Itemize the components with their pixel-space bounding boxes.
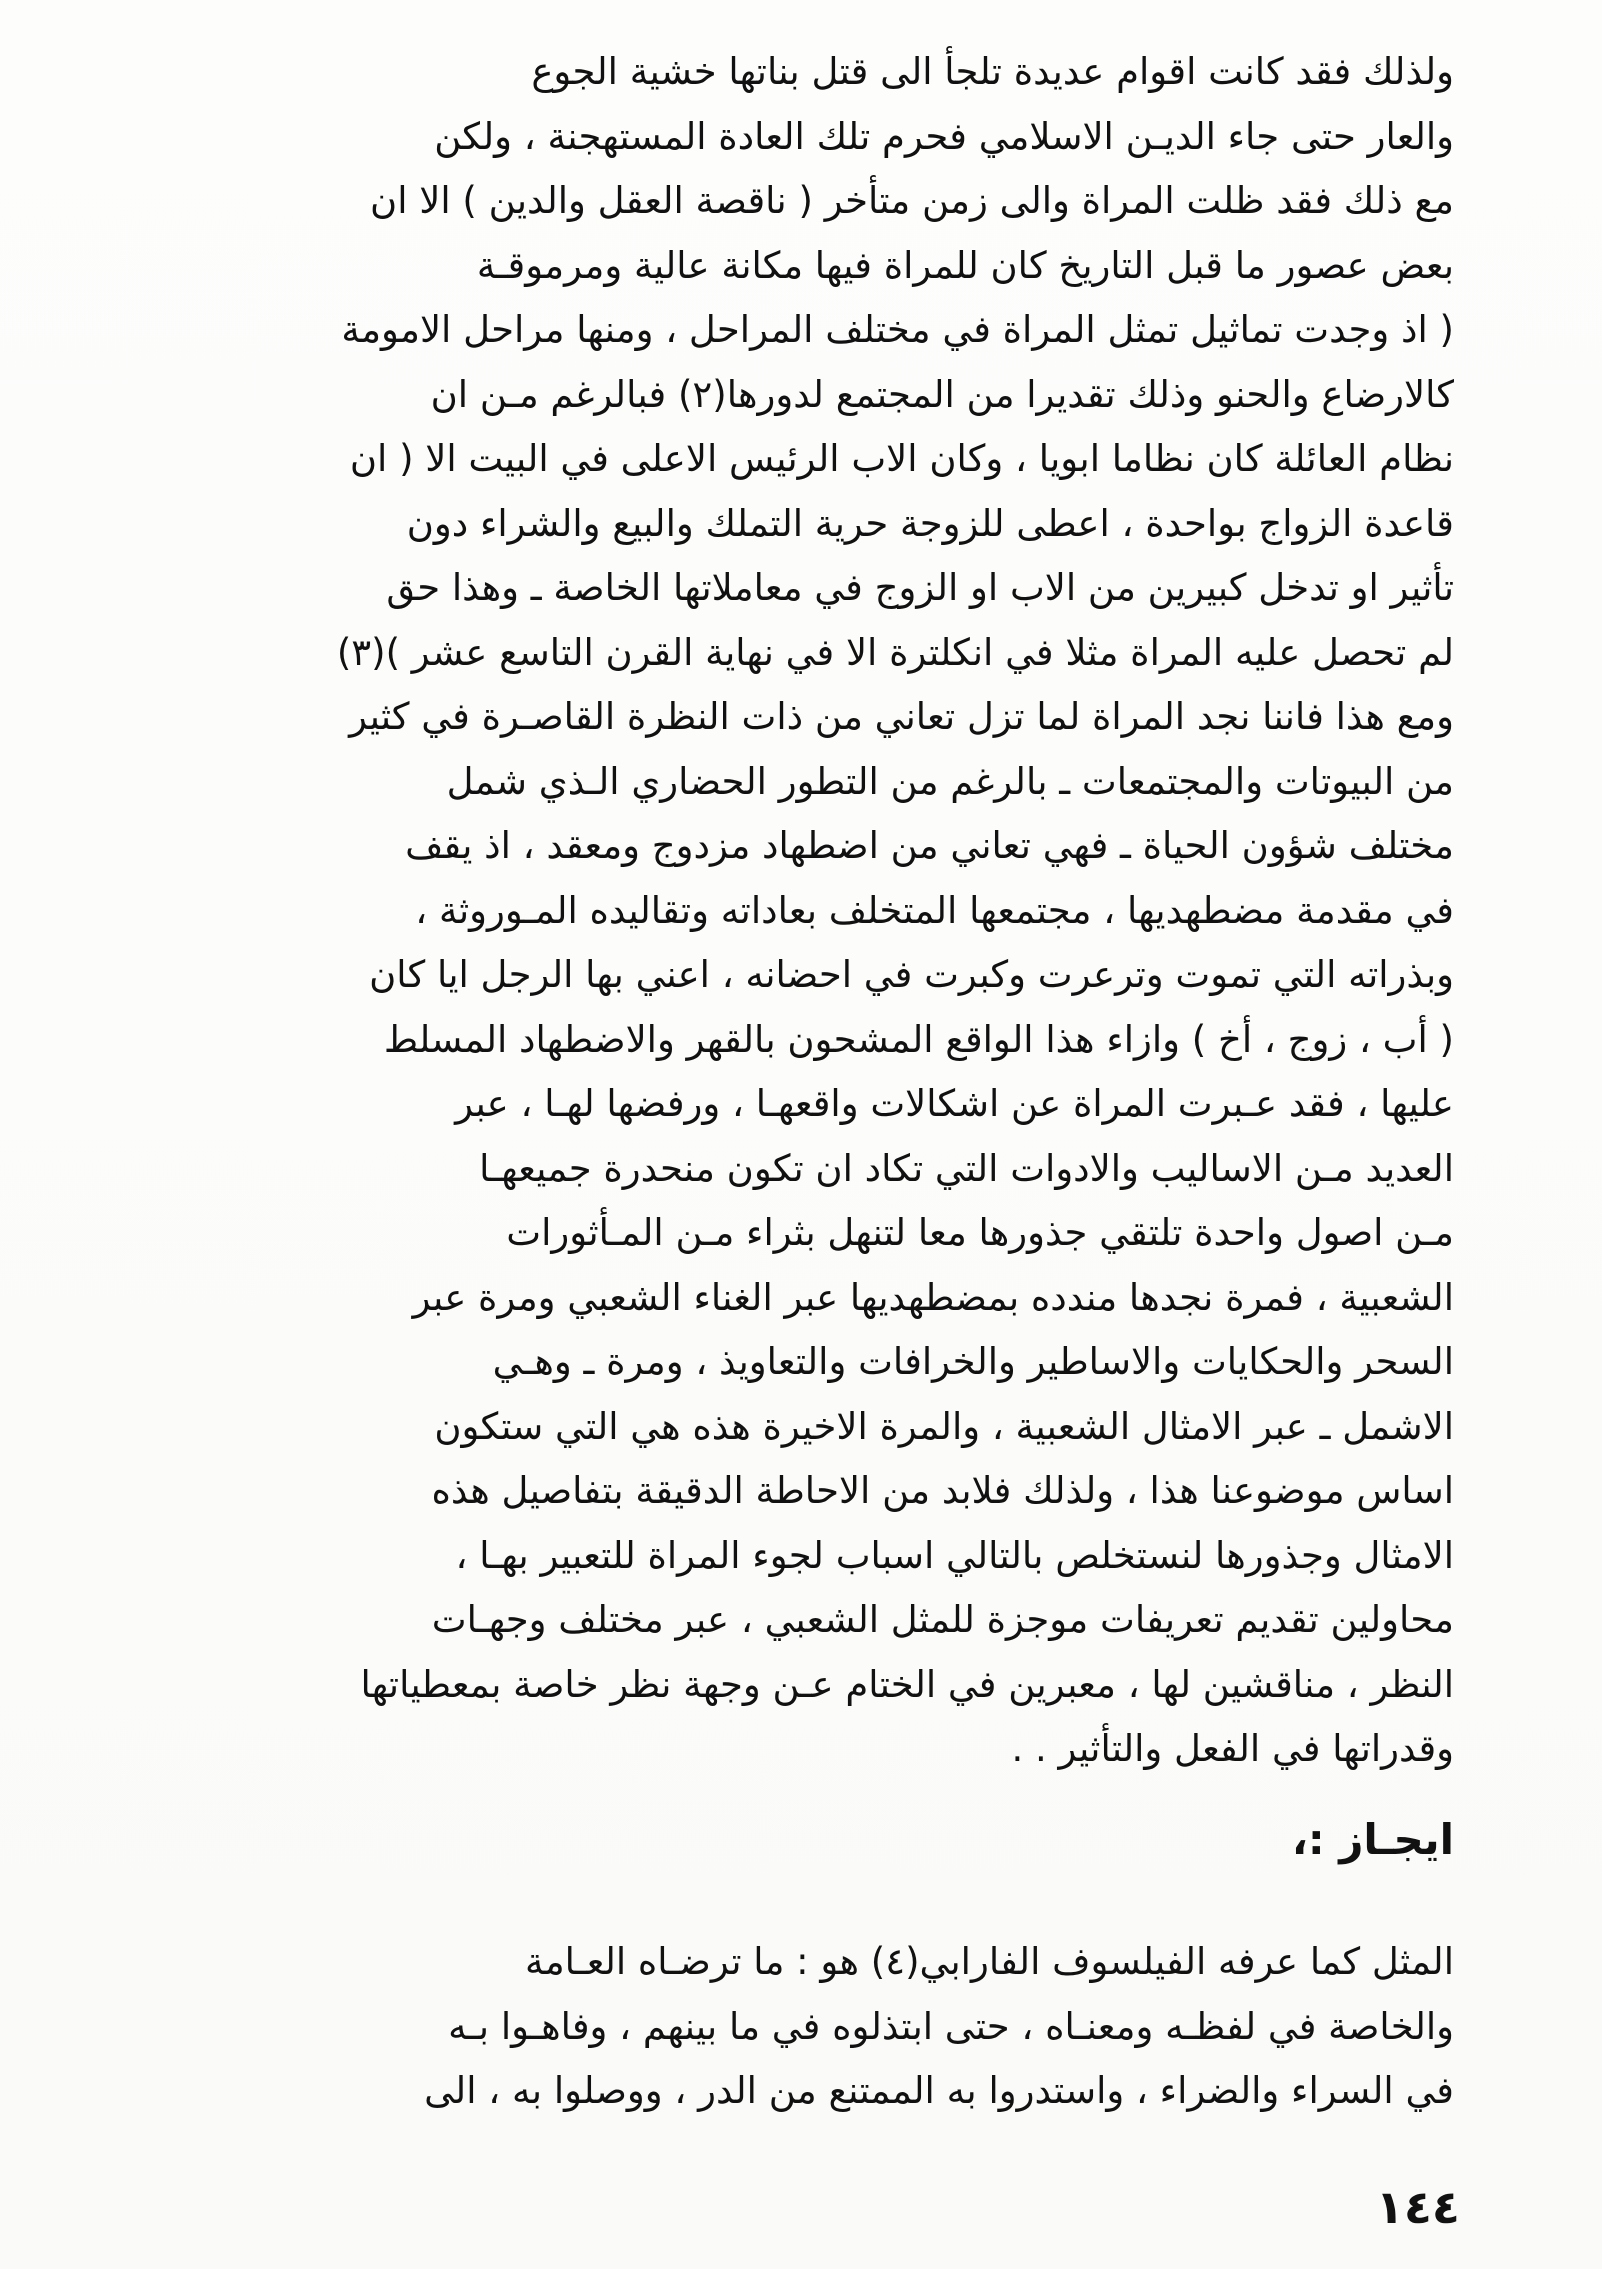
text-line: بعض عصور ما قبل التاريخ كان للمراة فيها مكانة عالية ومرموقـة: [476, 243, 1454, 287]
text-line: في مقدمة مضطهديها ، مجتمعها المتخلف بعاداته وتقاليده المـوروثة ،: [415, 888, 1454, 932]
text-line: نظام العائلة كان نظاما ابويا ، وكان الاب الرئيس الاعلى في البيت الا ( ان: [349, 437, 1454, 480]
text-line: العديد مـن الاساليب والادوات التي تكاد ان تكون منحدرة جميعهـا: [479, 1146, 1454, 1190]
text-line: مـن اصول واحدة تلتقي جذورها معا لتنهل بثراء مـن المـأثورات: [506, 1211, 1454, 1254]
text-line: ولذلك فقد كانت اقوام عديدة تلجأ الى قتل بناتها خشية الجوع: [531, 50, 1454, 93]
body-paragraph: [148, 40, 1454, 1782]
text-line: تأثير او تدخل كبيرين من الاب او الزوج في معاملاتها الخاصة ـ وهذا حق: [386, 566, 1454, 609]
text-line: الشعبية ، فمرة نجدها مندده بمضطهديها عبر الغناء الشعبي ومرة عبر: [412, 1275, 1454, 1319]
text-line: الامثال وجذورها لنستخلص بالتالي اسباب لجوء المراة للتعبير بهـا ،: [455, 1533, 1454, 1577]
text-line: كالارضاع والحنو وذلك تقديرا من المجتمع لدورها(٢) فبالرغم مـن ان: [430, 372, 1454, 416]
text-line: والخاصة في لفظـه ومعنـاه ، حتى ابتذلوه في ما بينهم ، وفاهـوا بـه: [448, 2004, 1454, 2048]
text-line: مختلف شؤون الحياة ـ فهي تعاني من اضطهاد مزدوج ومعقد ، اذ يقف: [405, 824, 1454, 867]
text-line: وقدراتها في الفعل والتأثير . .: [1011, 1727, 1454, 1770]
text-line: ( أب ، زوج ، أخ ) وازاء هذا الواقع المشحون بالقهر والاضطهاد المسلط: [383, 1017, 1454, 1061]
text-line: ومع هذا فاننا نجد المراة لما تزل تعاني من ذات النظرة القاصـرة في كثير: [349, 695, 1454, 738]
text-line: اساس موضوعنا هذا ، ولذلك فلابد من الاحاطة الدقيقة بتفاصيل هذه: [431, 1469, 1454, 1512]
text-line: قاعدة الزواج بواحدة ، اعطى للزوجة حرية التملك والبيع والشراء دون: [406, 501, 1454, 545]
text-line: وبذراته التي تموت وترعرت وكبرت في احضانه ، اعني بها الرجل ايا كان: [369, 953, 1454, 996]
text-line: مع ذلك فقد ظلت المراة والى زمن متأخر ( ناقصة العقل والدين ) الا ان: [370, 179, 1454, 222]
text-line: ( اذ وجدت تماثيل تمثل المراة في مختلف المراحل ، ومنها مراحل الامومة: [341, 308, 1454, 351]
text-line: الاشمل ـ عبر الامثال الشعبية ، والمرة الاخيرة هذه هي التي ستكون: [434, 1404, 1454, 1448]
text-line: النظر ، مناقشين لها ، معبرين في الختام عـن وجهة نظر خاصة بمعطياتها: [360, 1662, 1454, 1706]
section-heading: ايجـاز :،: [1291, 1815, 1454, 1864]
text-line: والعار حتى جاء الديـن الاسلامي فحرم تلك العادة المستهجنة ، ولكن: [434, 114, 1454, 158]
text-line: في السراء والضراء ، واستدروا به الممتنع من الدر ، ووصلوا به ، الى: [424, 2069, 1454, 2112]
text-line: المثل كما عرفه الفيلسوف الفارابي(٤) هو : ما ترضـاه العـامة: [524, 1940, 1454, 1983]
section-paragraph: [148, 1930, 1454, 2124]
text-line: لم تحصل عليه المراة مثلا في انكلترة الا في نهاية القرن التاسع عشر )(٣): [336, 630, 1454, 674]
text-line: عليها ، فقد عـبرت المراة عن اشكالات واقعهـا ، ورفضها لهـا ، عبر: [455, 1082, 1454, 1125]
text-line: محاولين تقديم تعريفات موجزة للمثل الشعبي ، عبر مختلف وجهـات: [431, 1598, 1454, 1641]
text-line: السحر والحكايات والاساطير والخرافات والتعاويذ ، ومرة ـ وهـي: [492, 1340, 1454, 1383]
text-line: من البيوتات والمجتمعات ـ بالرغم من التطور الحضاري الـذي شمل: [446, 759, 1454, 803]
page-number: ١٤٤: [1375, 2180, 1460, 2234]
